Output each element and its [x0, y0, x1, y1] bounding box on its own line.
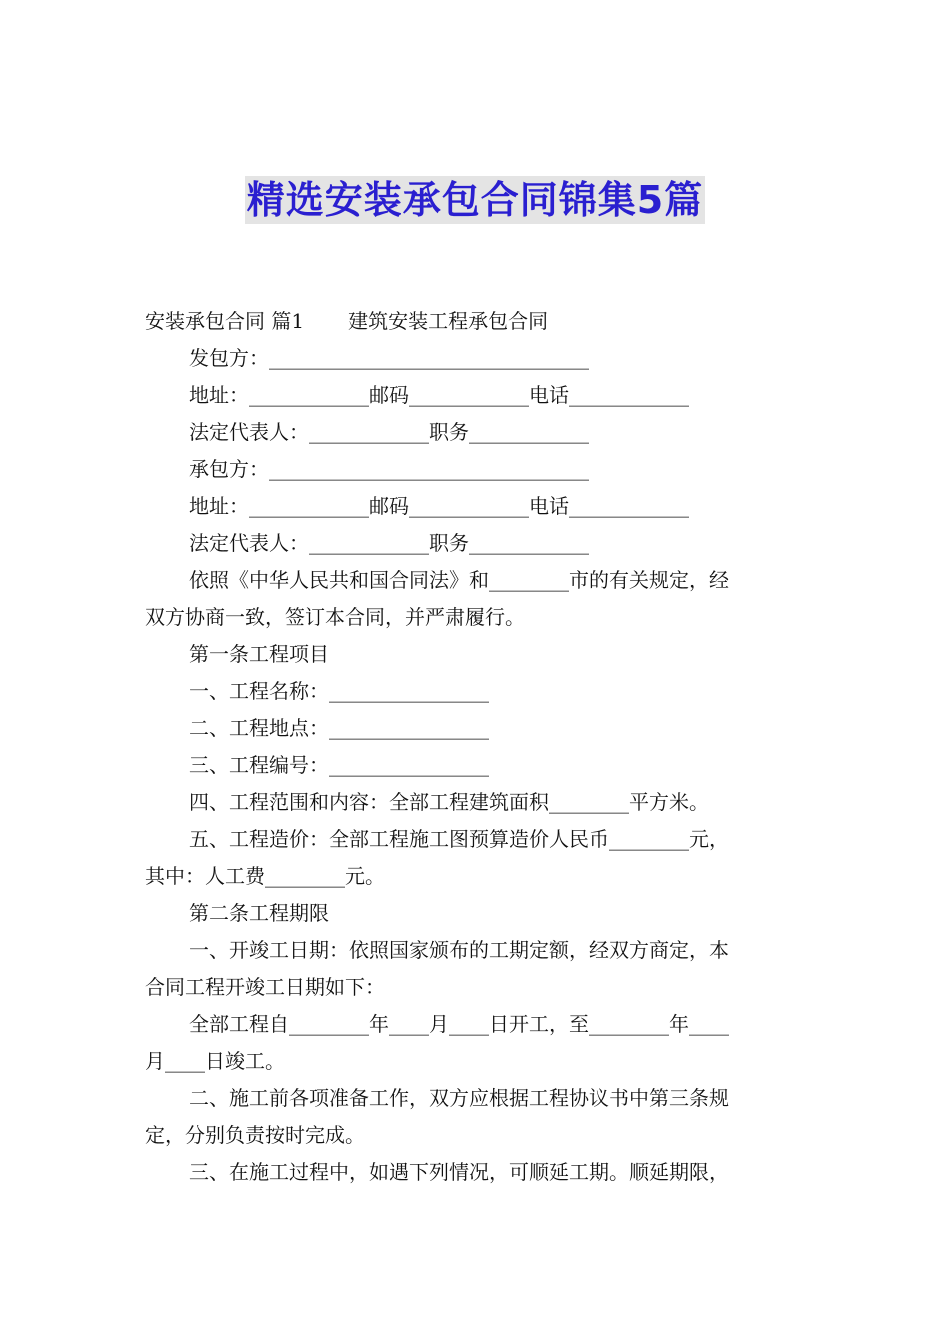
- document-line: [145, 303, 807, 340]
- section-subtitle: 建筑安装工程承包合同: [348, 309, 549, 333]
- document-line: 第二条工程期限: [189, 901, 329, 925]
- document-line: 定，分别负责按时完成。: [145, 1123, 365, 1147]
- document-line: 其中：人工费________元。: [145, 864, 385, 888]
- document-line: 承包方：________________________________: [189, 457, 589, 481]
- document-line: 二、工程地点：________________: [189, 716, 489, 740]
- section-heading: 安装承包合同 篇1: [145, 309, 305, 333]
- document-line: 一、工程名称：________________: [189, 679, 489, 703]
- document-line: 合同工程开竣工日期如下：: [145, 975, 385, 999]
- document-line: 全部工程自________年____月____日开工，至________年____: [189, 1012, 729, 1036]
- document-line: 三、在施工过程中，如遇下列情况，可顺延工期。顺延期限，: [189, 1160, 729, 1184]
- document-line: 双方协商一致，签订本合同，并严肃履行。: [145, 605, 525, 629]
- document-body: [145, 303, 807, 1191]
- title-area: [0, 176, 950, 224]
- document-line: 四、工程范围和内容：全部工程建筑面积________平方米。: [189, 790, 709, 814]
- document-line: 二、施工前各项准备工作，双方应根据工程协议书中第三条规: [189, 1086, 729, 1110]
- document-line: 第一条工程项目: [189, 642, 329, 666]
- document-line: 五、工程造价：全部工程施工图预算造价人民币________元，: [189, 827, 729, 851]
- document-line: 月____日竣工。: [145, 1049, 285, 1073]
- document-title: 精选安装承包合同锦集5篇: [246, 178, 704, 222]
- document-line: 地址：____________邮码____________电话____________: [189, 383, 689, 407]
- document-line: 一、开竣工日期：依照国家颁布的工期定额，经双方商定，本: [189, 938, 729, 962]
- document-line: 法定代表人：____________职务____________: [189, 420, 589, 444]
- document-line: 地址：____________邮码____________电话____________: [189, 494, 689, 518]
- document-line: 三、工程编号：________________: [189, 753, 489, 777]
- document-line: 依照《中华人民共和国合同法》和________市的有关规定，经: [189, 568, 729, 592]
- document-line: 法定代表人：____________职务____________: [189, 531, 589, 555]
- document-line: 发包方：________________________________: [189, 346, 589, 370]
